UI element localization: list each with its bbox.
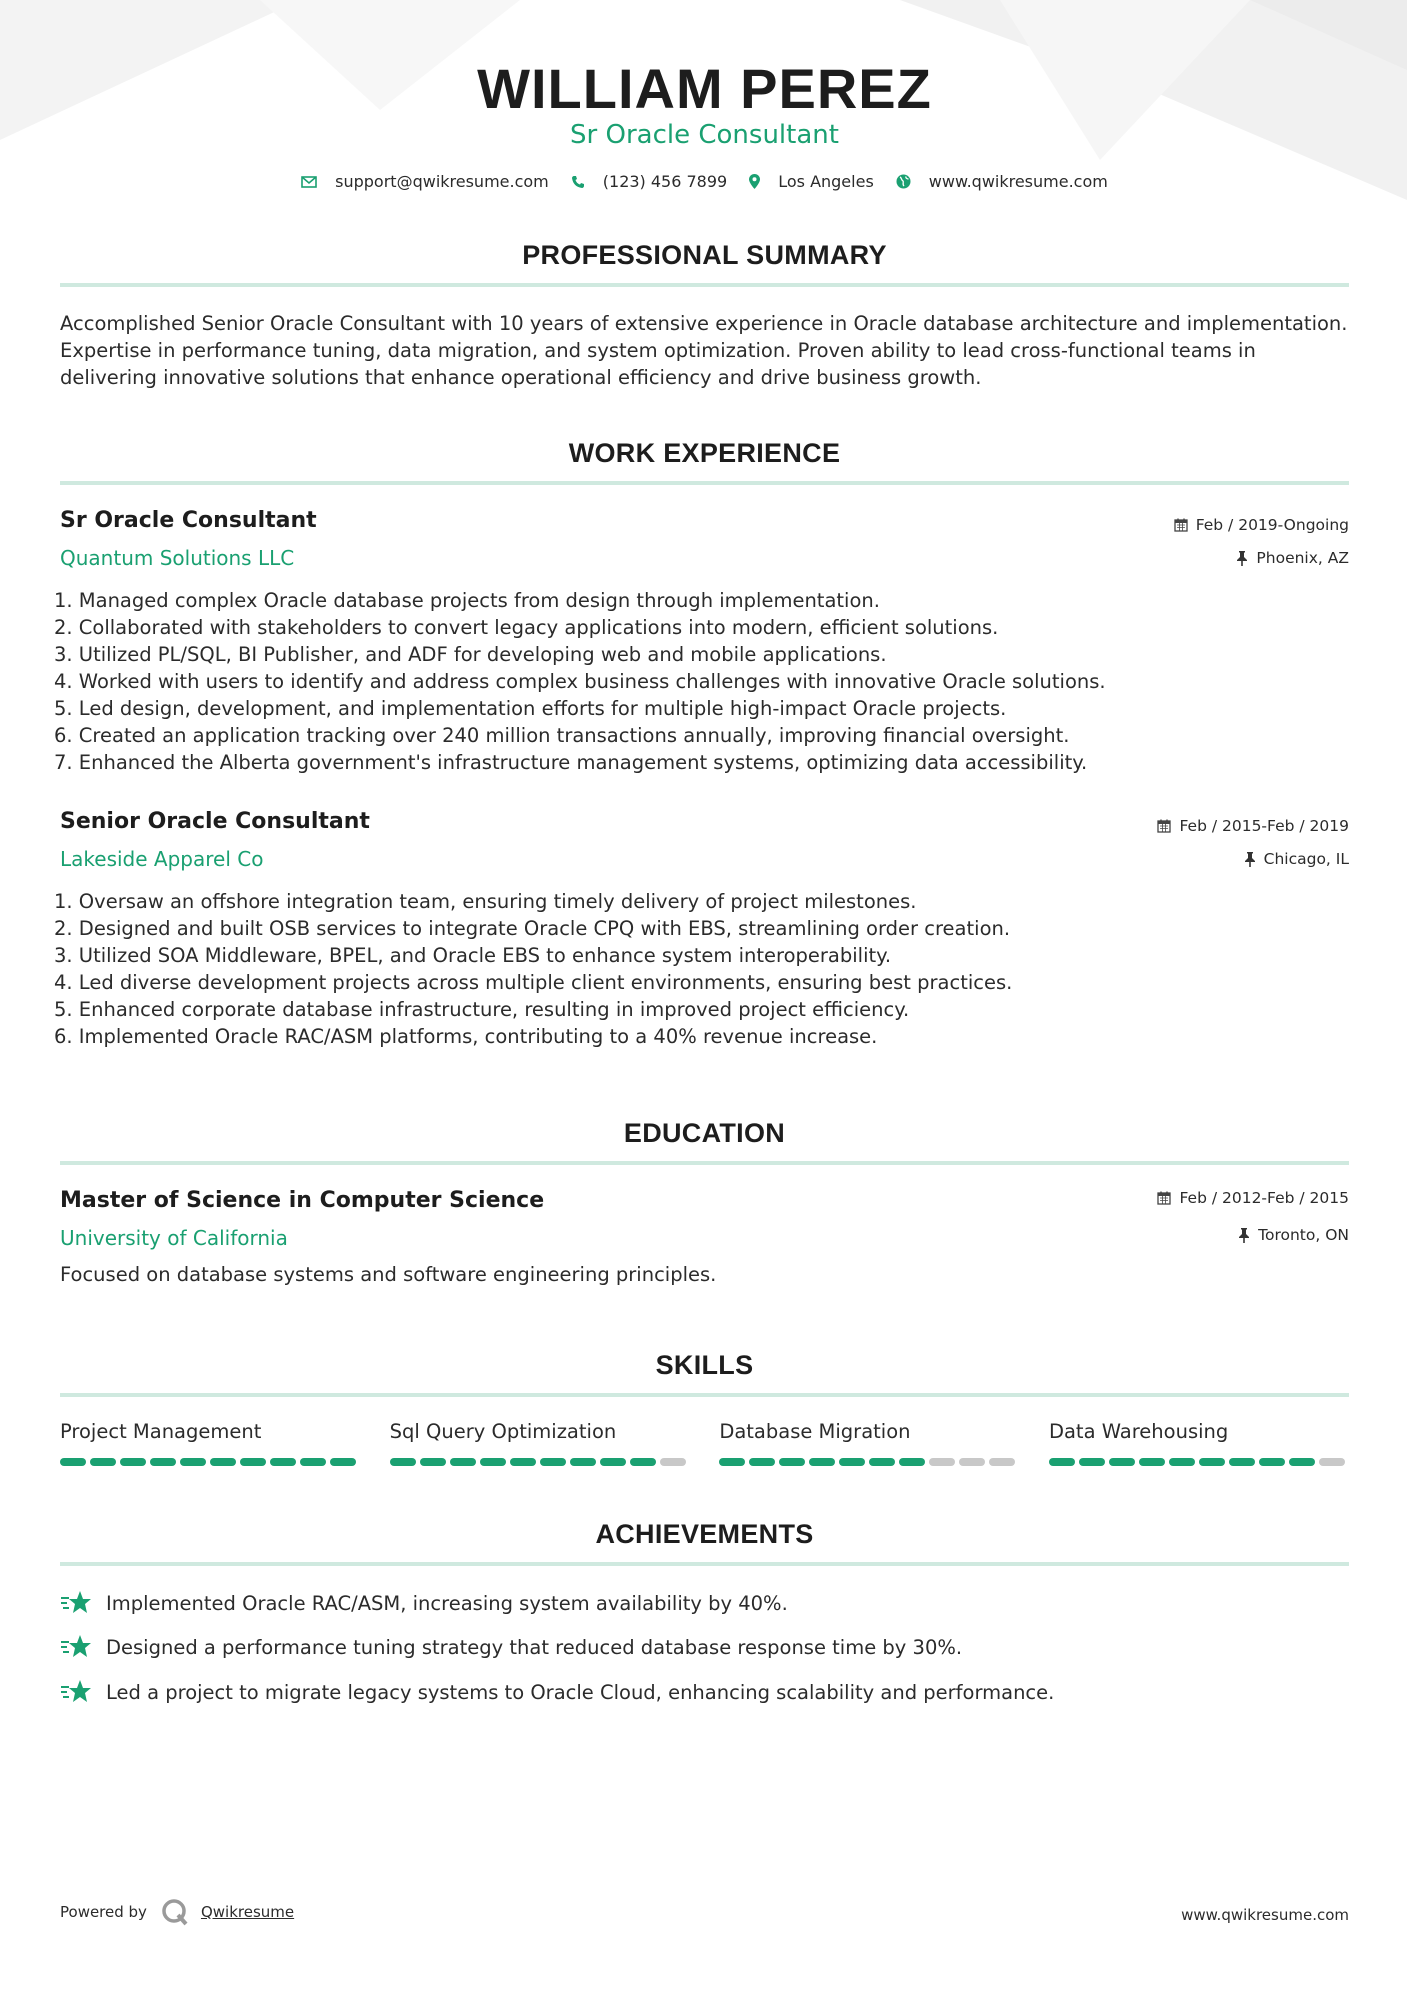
skill-level-segment bbox=[660, 1458, 686, 1466]
contact-email[interactable] bbox=[301, 172, 549, 191]
job-bullet: 4. Led diverse development projects across multiple client environments, ensuring best practices. bbox=[54, 971, 1013, 994]
skills-list bbox=[60, 1420, 1349, 1466]
achievement-item bbox=[60, 1679, 1054, 1705]
footer-powered-by bbox=[60, 1898, 294, 1926]
contact-email-text: support@qwikresume.com bbox=[335, 172, 549, 191]
achievement-text: Led a project to migrate legacy systems to Oracle Cloud, enhancing scalability and performance. bbox=[106, 1680, 1055, 1704]
skill-level-segment bbox=[719, 1458, 745, 1466]
skill-level-segment bbox=[839, 1458, 865, 1466]
skill-level-segment bbox=[120, 1458, 146, 1466]
contact-phone-text: (123) 456 7899 bbox=[602, 172, 728, 191]
skill-level-segment bbox=[510, 1458, 536, 1466]
job-bullet: 4. Worked with users to identify and address complex business challenges with innovative Oracle solutions. bbox=[54, 670, 1106, 693]
job-bullets bbox=[54, 888, 1349, 1050]
job-bullet: 7. Enhanced the Alberta government's infrastructure management systems, optimizing data accessibility. bbox=[54, 751, 1088, 774]
skill-name: Sql Query Optimization bbox=[389, 1420, 617, 1443]
achievements-heading: ACHIEVEMENTS bbox=[595, 1519, 814, 1549]
skill-level-segment bbox=[809, 1458, 835, 1466]
phone-icon bbox=[571, 175, 585, 189]
job-location bbox=[1244, 850, 1349, 868]
skill-level-segment bbox=[480, 1458, 506, 1466]
qwikresume-logo-icon bbox=[161, 1898, 189, 1926]
skill-level-segment bbox=[1229, 1458, 1255, 1466]
skill-level-segment bbox=[150, 1458, 176, 1466]
job-bullet: 6. Implemented Oracle RAC/ASM platforms, contributing to a 40% revenue increase. bbox=[54, 1025, 878, 1048]
skill-level-segment bbox=[929, 1458, 955, 1466]
education-description: Focused on database systems and software engineering principles. bbox=[60, 1263, 717, 1286]
skill-item bbox=[719, 1420, 1019, 1466]
calendar-icon bbox=[1157, 819, 1171, 833]
achievement-text: Implemented Oracle RAC/ASM, increasing system availability by 40%. bbox=[106, 1591, 788, 1615]
skill-level-segment bbox=[60, 1458, 86, 1466]
job-bullet: 6. Created an application tracking over 240 million transactions annually, improving financial oversight. bbox=[54, 724, 1070, 747]
skill-level-segment bbox=[180, 1458, 206, 1466]
job-bullet: 3. Utilized SOA Middleware, BPEL, and Oracle EBS to enhance system interoperability. bbox=[54, 944, 892, 967]
qwikresume-link[interactable]: Qwikresume bbox=[200, 1903, 295, 1921]
skill-level-segment bbox=[1259, 1458, 1285, 1466]
contact-bar bbox=[60, 172, 1349, 191]
job-location-text: Phoenix, AZ bbox=[1256, 549, 1349, 567]
summary-heading: PROFESSIONAL SUMMARY bbox=[522, 240, 887, 270]
skill-level-segment bbox=[989, 1458, 1015, 1466]
education-dates-text: Feb / 2012-Feb / 2015 bbox=[1179, 1189, 1349, 1207]
skill-level-bar bbox=[1049, 1458, 1349, 1466]
skills-divider bbox=[60, 1393, 1349, 1397]
education-location-text: Toronto, ON bbox=[1258, 1226, 1349, 1244]
skill-level-segment bbox=[630, 1458, 656, 1466]
job-bullet: 1. Managed complex Oracle database projects from design through implementation. bbox=[54, 589, 880, 612]
company-name: Lakeside Apparel Co bbox=[60, 847, 264, 871]
skill-item bbox=[60, 1420, 360, 1466]
skill-level-segment bbox=[570, 1458, 596, 1466]
skill-level-segment bbox=[300, 1458, 326, 1466]
powered-by-label: Powered by bbox=[60, 1903, 147, 1921]
job-dates-text: Feb / 2015-Feb / 2019 bbox=[1179, 817, 1349, 835]
skill-level-bar bbox=[390, 1458, 690, 1466]
job-bullet: 3. Utilized PL/SQL, BI Publisher, and ADF for developing web and mobile applications. bbox=[54, 643, 887, 666]
achievements-divider bbox=[60, 1562, 1349, 1566]
candidate-name: WILLIAM PEREZ bbox=[477, 57, 932, 120]
skill-level-segment bbox=[1049, 1458, 1075, 1466]
contact-location bbox=[749, 172, 874, 191]
pushpin-icon bbox=[1238, 1228, 1250, 1243]
skill-level-segment bbox=[210, 1458, 236, 1466]
skill-level-segment bbox=[1109, 1458, 1135, 1466]
job-dates bbox=[1174, 516, 1349, 534]
skill-level-segment bbox=[540, 1458, 566, 1466]
education-location bbox=[1238, 1226, 1349, 1244]
education-heading: EDUCATION bbox=[623, 1118, 786, 1148]
skill-level-segment bbox=[1079, 1458, 1105, 1466]
skill-level-segment bbox=[869, 1458, 895, 1466]
skill-level-segment bbox=[1319, 1458, 1345, 1466]
school-name: University of California bbox=[60, 1226, 288, 1250]
shooting-star-icon bbox=[60, 1634, 92, 1660]
job-bullet: 2. Collaborated with stakeholders to convert legacy applications into modern, efficient solutions. bbox=[54, 616, 999, 639]
achievement-item bbox=[60, 1634, 962, 1660]
skills-heading: SKILLS bbox=[655, 1350, 754, 1380]
calendar-icon bbox=[1157, 1191, 1171, 1205]
company-name: Quantum Solutions LLC bbox=[60, 546, 295, 570]
skill-level-segment bbox=[1199, 1458, 1225, 1466]
job-dates-text: Feb / 2019-Ongoing bbox=[1195, 516, 1349, 534]
job-bullets bbox=[54, 587, 1349, 776]
job-bullet: 2. Designed and built OSB services to integrate Oracle CPQ with EBS, streamlining order creation. bbox=[54, 917, 1011, 940]
contact-location-text: Los Angeles bbox=[778, 172, 874, 191]
skill-name: Database Migration bbox=[719, 1420, 911, 1443]
job-location bbox=[1236, 549, 1349, 567]
job-dates bbox=[1157, 817, 1349, 835]
achievement-item bbox=[60, 1590, 788, 1616]
calendar-icon bbox=[1174, 518, 1188, 532]
job-title: Senior Oracle Consultant bbox=[60, 809, 370, 834]
skill-level-segment bbox=[330, 1458, 356, 1466]
skill-name: Data Warehousing bbox=[1048, 1420, 1229, 1443]
skill-level-segment bbox=[240, 1458, 266, 1466]
skill-level-segment bbox=[749, 1458, 775, 1466]
shooting-star-icon bbox=[60, 1590, 92, 1616]
skill-level-segment bbox=[420, 1458, 446, 1466]
skill-name: Project Management bbox=[60, 1420, 262, 1443]
summary-divider bbox=[60, 283, 1349, 287]
skill-level-segment bbox=[600, 1458, 626, 1466]
degree-title: Master of Science in Computer Science bbox=[60, 1188, 545, 1213]
skill-level-segment bbox=[1169, 1458, 1195, 1466]
skill-level-segment bbox=[450, 1458, 476, 1466]
skill-level-segment bbox=[90, 1458, 116, 1466]
pushpin-icon bbox=[1244, 852, 1256, 867]
footer-website[interactable]: www.qwikresume.com bbox=[1181, 1906, 1349, 1924]
contact-phone[interactable] bbox=[571, 172, 727, 191]
education-divider bbox=[60, 1161, 1349, 1165]
skill-level-bar bbox=[60, 1458, 360, 1466]
skill-level-segment bbox=[899, 1458, 925, 1466]
contact-website-text: www.qwikresume.com bbox=[928, 172, 1108, 191]
achievement-text: Designed a performance tuning strategy that reduced database response time by 30%. bbox=[106, 1635, 963, 1659]
envelope-icon bbox=[301, 176, 317, 188]
job-bullet: 5. Enhanced corporate database infrastructure, resulting in improved project efficiency. bbox=[54, 998, 910, 1021]
skill-level-segment bbox=[270, 1458, 296, 1466]
globe-icon bbox=[896, 174, 911, 189]
skill-item bbox=[1049, 1420, 1349, 1466]
experience-divider bbox=[60, 481, 1349, 485]
skill-level-bar bbox=[719, 1458, 1019, 1466]
skill-level-segment bbox=[390, 1458, 416, 1466]
job-location-text: Chicago, IL bbox=[1263, 850, 1349, 868]
job-title: Sr Oracle Consultant bbox=[60, 508, 317, 533]
job-bullet: 1. Oversaw an offshore integration team, ensuring timely delivery of project milestones. bbox=[54, 890, 917, 913]
skill-level-segment bbox=[779, 1458, 805, 1466]
skill-level-segment bbox=[959, 1458, 985, 1466]
summary-text: Accomplished Senior Oracle Consultant with 10 years of extensive experience in Oracle database architecture and implementation. Expertise in performance tuning, data migration, and system optimization. Proven ability to lead cross-functional teams in delivering innovative solutions that enhance operational efficiency and drive business growth. bbox=[60, 312, 1348, 389]
resume-page bbox=[54, 0, 1349, 1990]
shooting-star-icon bbox=[60, 1679, 92, 1705]
pushpin-icon bbox=[1236, 551, 1248, 566]
education-dates bbox=[1157, 1189, 1349, 1207]
skill-item bbox=[390, 1420, 690, 1466]
skill-level-segment bbox=[1289, 1458, 1315, 1466]
candidate-title: Sr Oracle Consultant bbox=[570, 120, 839, 150]
skill-level-segment bbox=[1139, 1458, 1165, 1466]
map-marker-icon bbox=[749, 174, 760, 189]
experience-heading: WORK EXPERIENCE bbox=[568, 438, 841, 468]
job-bullet: 5. Led design, development, and implementation efforts for multiple high-impact Oracle projects. bbox=[54, 697, 1007, 720]
contact-website[interactable] bbox=[896, 172, 1108, 191]
